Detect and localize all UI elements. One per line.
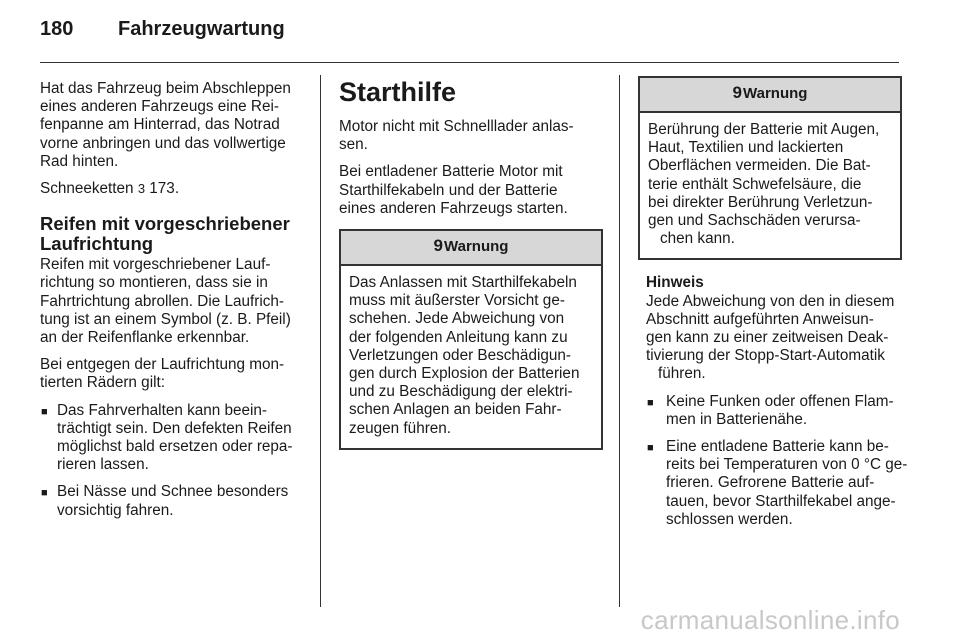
watermark: carmanualsonline.info (640, 605, 900, 635)
warning-box (339, 229, 603, 450)
page-title: Fahrzeugwartung (118, 18, 285, 40)
page-ref-arrow-icon: 3 (137, 181, 146, 197)
section-heading-direction: Reifen mit vorgeschriebener Laufrichtung (40, 213, 290, 255)
warning-header (341, 231, 601, 266)
square-bullet-icon: ■ (41, 487, 48, 500)
warning-text: Berührung der Batterie mit Augen, Haut, Textilien und lackierten Oberflächen vermeiden. Die Bat- terie enthält Schwefelsäure, die bei direkter Berührung Verletzun- gen und Sachschäden verursa- chen kann. (648, 121, 880, 248)
note-block: Hinweis Jede Abweichung von den in diesem Abschnitt aufgeführten Anweisun- gen kann zu einer zeitweisen Deak- tivierung der Stopp-Start-Automatik führen. (638, 274, 902, 383)
list-item: ■ Eine entladene Batterie kann be- reits bei Temperaturen von 0 °C ge- frieren. Gefrorene Batterie auf- tauen, bevor Starthilfekabel ange- schlossen werden. (647, 438, 908, 528)
column-1 (40, 80, 308, 529)
snow-chains-page-link[interactable]: 173. (149, 180, 180, 198)
list-item: ■ Das Fahrverhalten kann beein- trächtigt sein. Den defekten Reifen möglichst bald ersetzen oder repa- rieren lassen. (41, 401, 293, 474)
square-bullet-icon: ■ (41, 405, 48, 418)
warning-triangle-icon: 9 (732, 83, 743, 103)
section-title-jump-start: Starthilfe (339, 77, 457, 107)
list-item: ■ Keine Funken oder offenen Flam- men in Batterienähe. (647, 392, 894, 428)
column-2 (339, 76, 603, 450)
warning-text: Das Anlassen mit Starthilfekabeln muss mit äußerster Vorsicht ge- schehen. Jede Abweichung von der folgenden Anleitung kann zu Verletzungen oder Beschädigun- gen durch Explosion der Batterien und zu Beschädigung der elektri- schen Anlagen an beiden Fahr- zeugen führen. (349, 274, 580, 437)
snow-chains-reference (40, 180, 308, 198)
fast-charger-paragraph: Motor nicht mit Schnelllader anlas- sen. (339, 118, 574, 154)
square-bullet-icon: ■ (647, 442, 654, 455)
jump-start-paragraph: Bei entladener Batterie Motor mit Starthilfekabeln und der Batterie eines anderen Fahrzeugs starten. (339, 163, 568, 217)
column-divider (320, 75, 321, 607)
direction-paragraph: Reifen mit vorgeschriebener Lauf- richtung so montieren, dass sie in Fahrtrichtung abrollen. Die Laufrich- tung ist an einem Symbol (z. B. Pfeil) an der Reifenflanke erkennbar. (40, 256, 291, 347)
warning-label: Warnung (444, 238, 509, 256)
warning-box (638, 76, 902, 260)
column-divider (619, 75, 620, 607)
intro-paragraph: Hat das Fahrzeug beim Abschleppen eines anderen Fahrzeugs eine Rei- fenpanne am Hinterrad, das Notrad vorne anbringen und das vollwertige Rad hinten. (40, 80, 291, 170)
list-item: ■ Bei Nässe und Schnee besonders vorsichtig fahren. (41, 483, 289, 519)
snow-chains-label: Schneeketten (40, 180, 134, 198)
warning-header (640, 78, 900, 113)
square-bullet-icon: ■ (647, 396, 654, 409)
header-divider (40, 62, 899, 63)
wrong-direction-paragraph: Bei entgegen der Laufrichtung mon- tierten Rädern gilt: (40, 356, 285, 392)
note-title: Hinweis (646, 274, 704, 292)
page-number: 180 (40, 18, 74, 40)
warning-triangle-icon: 9 (433, 236, 444, 256)
warning-label: Warnung (743, 85, 808, 103)
column-3 (638, 76, 908, 538)
